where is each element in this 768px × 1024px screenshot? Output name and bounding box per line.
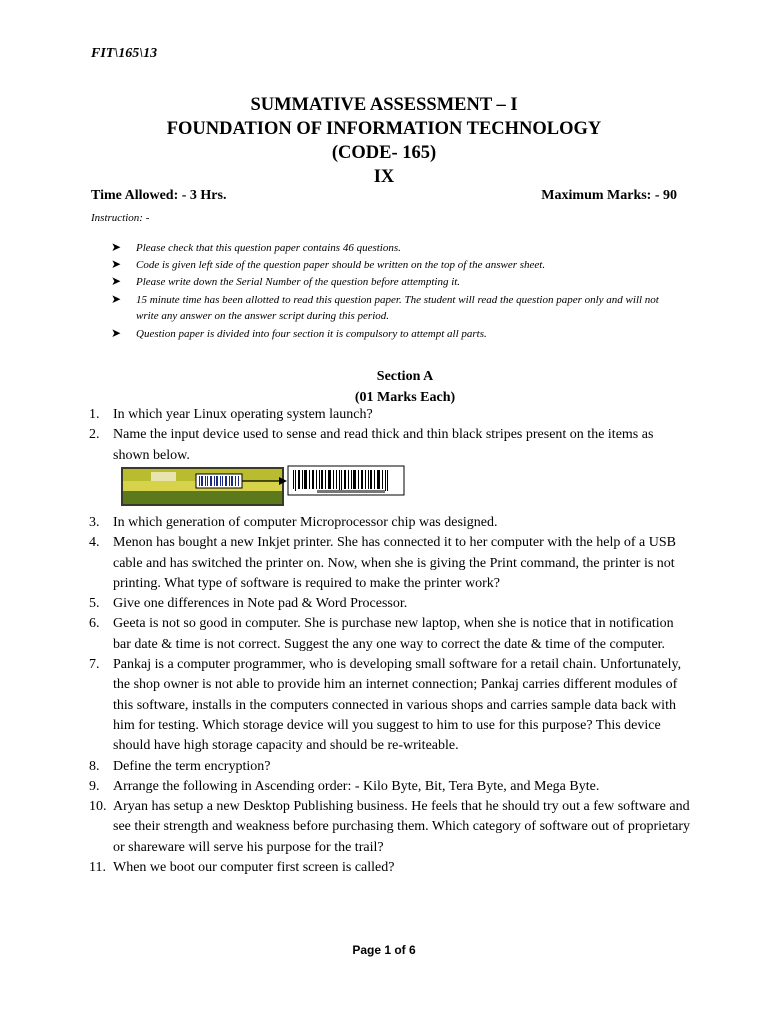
class-label: IX <box>373 167 395 187</box>
subject-code: (CODE- 165) <box>331 143 437 163</box>
time-allowed: Time Allowed: - 3 Hrs. <box>91 188 227 203</box>
question-item <box>91 405 691 425</box>
question-number: 1. <box>89 407 100 422</box>
barcode-figure <box>121 464 406 506</box>
question-number: 9. <box>89 778 100 794</box>
title-block <box>0 93 768 189</box>
question-item <box>91 533 691 594</box>
instruction-item: ➤ Code is given left side of the question paper should be written on the top of the answer sheet. <box>111 257 546 272</box>
question-item <box>91 797 691 858</box>
arrowhead-bullet-icon: ➤ <box>111 257 122 272</box>
question-text: Pankaj is a computer programmer, who is developing small software for a retail chain. Unfortunately, the shop owner is not able to provide him an internet connection; Pankaj carries different modules of this software, installs in the computers connected in various shops and carries sample data back with him for testing. Which storage device will you suggest to him to use for this purpose? This device should have high storage capacity and should be re-writeable. <box>113 657 682 754</box>
instruction-item: ➤ Please write down the Serial Number of the question before attempting it. <box>111 274 461 289</box>
question-text: Define the term encryption? <box>113 758 271 774</box>
question-text: In which generation of computer Microprocessor chip was designed. <box>113 515 498 530</box>
page-number: Page 1 of 6 <box>352 943 416 957</box>
question-number: 11. <box>89 860 106 876</box>
question-item <box>91 614 691 655</box>
question-text: Geeta is not so good in computer. She is purchase new laptop, when she is notice that in notification bar date & time is not correct. Suggest the any one way to correct the date & time of the computer. <box>113 616 674 652</box>
question-text: Give one differences in Note pad & Word Processor. <box>113 596 408 612</box>
question-item <box>91 594 691 614</box>
question-item <box>91 655 691 756</box>
question-text: When we boot our computer first screen is called? <box>113 860 395 876</box>
question-text: Name the input device used to sense and read thick and thin black stripes present on the items as shown below. <box>113 427 654 463</box>
question-number: 4. <box>89 535 100 551</box>
arrowhead-bullet-icon: ➤ <box>111 274 122 289</box>
assessment-title: SUMMATIVE ASSESSMENT – I <box>250 95 518 115</box>
question-item <box>91 777 691 797</box>
question-number: 2. <box>89 427 100 443</box>
question-number: 10. <box>89 799 107 815</box>
question-list-part2 <box>91 513 691 878</box>
paper-code: FIT\165\13 <box>91 46 158 61</box>
arrowhead-bullet-icon: ➤ <box>111 325 122 340</box>
question-item <box>91 513 691 533</box>
instruction-list <box>111 240 681 343</box>
question-text: Arrange the following in Ascending order: - Kilo Byte, Bit, Tera Byte, and Mega Byte. <box>113 778 600 794</box>
question-item <box>91 757 691 777</box>
question-number: 5. <box>89 596 100 612</box>
instruction-label: Instruction: - <box>91 212 150 224</box>
question-text: In which year Linux operating system launch? <box>113 407 373 422</box>
maximum-marks: Maximum Marks: - 90 <box>541 188 677 203</box>
question-number: 7. <box>89 657 100 673</box>
question-number: 8. <box>89 758 100 774</box>
section-name: Section A <box>376 369 434 384</box>
instruction-item: ➤ Question paper is divided into four section it is compulsory to attempt all parts. <box>111 325 487 340</box>
subject-title: FOUNDATION OF INFORMATION TECHNOLOGY <box>166 119 602 139</box>
section-heading <box>0 366 768 408</box>
question-number: 3. <box>89 515 100 530</box>
section-marks: (01 Marks Each) <box>354 390 456 405</box>
question-item <box>91 858 691 878</box>
instruction-item: ➤ Please check that this question paper contains 46 questions. <box>111 240 401 254</box>
question-text: Menon has bought a new Inkjet printer. She has connected it to her computer with the help of a USB cable and has switched the printer on. Now, when she is giving the Print command, the printer is not printing. What type of software is required to make the printer work? <box>113 535 676 591</box>
question-text: Aryan has setup a new Desktop Publishing business. He feels that he should try out a few software and see their strength and weakness before purchasing them. Which category of software out of proprietary or shareware will serve his purpose for the trail? <box>113 799 691 855</box>
question-number: 6. <box>89 616 100 632</box>
question-list-part1 <box>91 405 691 466</box>
instruction-item: ➤ 15 minute time has been allotted to read this question paper. The student will read the question paper only and will not write any answer on the answer script during this period. <box>111 291 659 323</box>
arrowhead-bullet-icon: ➤ <box>111 240 122 254</box>
question-item <box>91 425 691 466</box>
arrowhead-bullet-icon: ➤ <box>111 291 122 306</box>
exam-meta-row <box>91 188 677 204</box>
